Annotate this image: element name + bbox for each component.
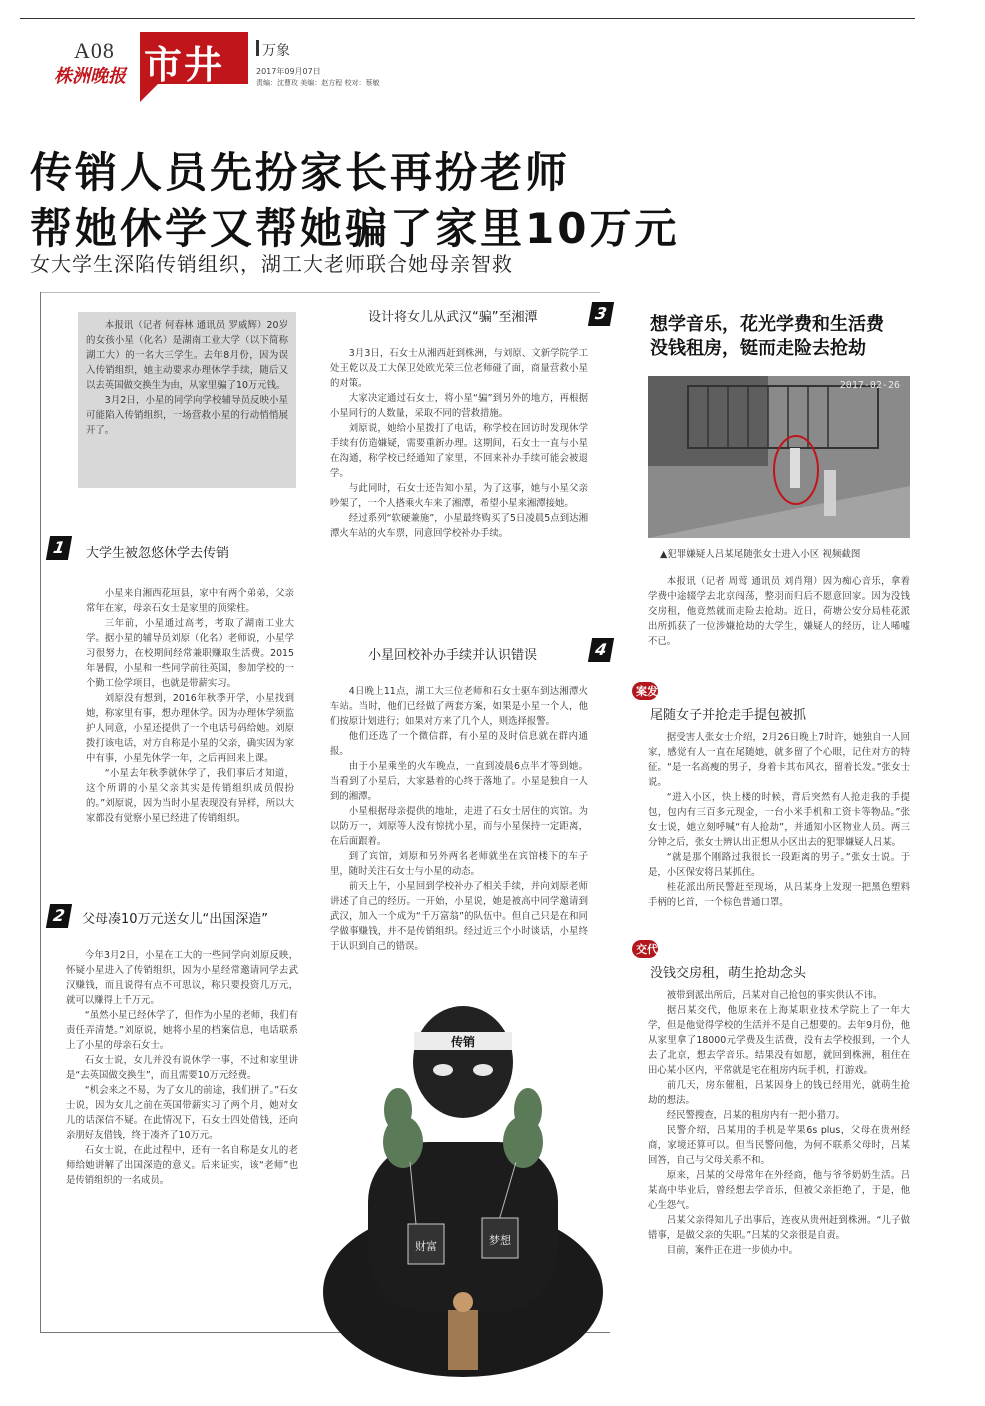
side-body-2 xyxy=(648,988,910,1258)
section-body-4 xyxy=(330,684,588,954)
body-paragraph: 与此同时，石女士还告知小星，为了这事，她与小星父亲吵架了，一个人搭乘火车来了湘潭，希望小星来湘潭接她。 xyxy=(330,483,588,509)
body-paragraph: 刘原说，她给小星拨打了电话，称学校在回访时发现休学手续有仿造嫌疑，需要重新办理。这期间，石女士一直与小星在沟通，称学校已经通知了家里，不回来补办手续可能会被退学。 xyxy=(330,423,588,479)
section-number-1: 1 xyxy=(46,536,72,560)
body-paragraph: “虽然小星已经休学了，但作为小星的老师，我们有责任弄清楚。”刘原说，她将小星的档案信息，电话联系上了小星的母亲石女士。 xyxy=(66,1010,298,1051)
top-rule xyxy=(20,18,915,19)
body-paragraph: 他们还选了一个微信群，有小星的及时信息就在群内通报。 xyxy=(330,731,588,757)
photo-timestamp: 2017-02-26 xyxy=(839,380,900,391)
body-paragraph: 吕某父亲得知儿子出事后，连夜从贵州赶到株洲。“儿子做错事，是做父亲的失职。”吕某的父亲很是自责。 xyxy=(648,1215,910,1241)
body-paragraph: 前天上午，小星回到学校补办了相关手续，并向刘原老师讲述了自己的经历。一开始，小星说，她是被高中同学邀请到武汉，加入一个成为“千万富翁”的队伍中。但自己只是在和同学做事赚钱，并不是传销组织。经过近三个小时谈话，小星终于认识到自己的错误。 xyxy=(330,881,588,952)
side-headline-line-2: 没钱租房，铤而走险去抢劫 xyxy=(650,338,866,359)
body-paragraph: 石女士说，在此过程中，还有一名自称是女儿的老师给她讲解了出国深造的意义。后来证实，该“老师”也是传销组织的一名成员。 xyxy=(66,1145,298,1186)
section-title-3: 设计将女儿从武汉“骗”至湘潭 xyxy=(368,310,538,325)
body-paragraph: “进入小区，快上楼的时候，背后突然有人抢走我的手提包，包内有三百多元现金，一台小米手机和工资卡等物品。”张女士说，她立刻呼喊“有人抢劫”，并通知小区物业人员。两三分钟之后，张女士辨认出正想从小区出去的犯罪嫌疑人吕某。 xyxy=(648,792,910,848)
right-eye xyxy=(473,1064,493,1076)
body-paragraph: 前几天，房东催租，吕某因身上的钱已经用光，就萌生抢劫的想法。 xyxy=(648,1080,910,1106)
suspect-figure xyxy=(790,448,800,488)
section-number-3: 3 xyxy=(588,302,614,326)
newspaper-name: 株洲晚报 xyxy=(54,66,126,87)
headband-text: 传销 xyxy=(450,1035,476,1049)
section-body-2 xyxy=(66,948,298,1188)
body-paragraph: 4日晚上11点，湖工大三位老师和石女士驱车到达湘潭火车站。当时，他们已经做了两套方案，如果是小星一个人，他们按原计划进行；如果对方来了几个人，则选择报警。 xyxy=(330,686,588,727)
side-lead xyxy=(648,574,910,649)
body-paragraph: 目前，案件正在进一步侦办中。 xyxy=(666,1245,799,1256)
cctv-screenshot xyxy=(648,376,910,538)
section-body-1 xyxy=(86,586,294,826)
side-body-1 xyxy=(648,730,910,910)
tag-label: 交代 xyxy=(636,943,658,956)
headline-subtitle: 女大学生深陷传销组织，湖工大老师联合她母亲智救 xyxy=(30,252,513,276)
lead-text xyxy=(86,318,288,438)
sub-section-name: 万象 xyxy=(262,43,290,59)
section-number-4: 4 xyxy=(588,638,614,662)
body-paragraph: 3月3日，石女士从湘西赶到株洲，与刘原、文新学院学工处王乾以及工大保卫处欧光荣三位老师碰了面，商量营救小星的对策。 xyxy=(330,348,588,389)
student-head xyxy=(453,1292,473,1312)
side-lead-paragraph: 本报讯（记者 周莺 通讯员 刘肖翔）因为痴心音乐，拿着学费中途辍学去北京闯荡，整羽而归后不愿意回家。因为没钱交房租，他竟然就而走险去抢劫。近日，荷塘公安分局桂花派出所抓获了一位涉嫌抢劫的大学生，嫌疑人的经历，让人唏嘘不已。 xyxy=(648,576,910,647)
headline-line-1: 传销人员先扮家长再扮老师 xyxy=(30,148,571,197)
body-paragraph: 经过系列“软硬兼施”，小星最终购买了5日凌晨5点到达湘潭火车站的火车票，同意回学校补办手续。 xyxy=(330,513,588,539)
body-paragraph: 经民警搜查，吕某的租房内有一把小猎刀。 xyxy=(666,1110,845,1121)
tag-label: 案发 xyxy=(636,685,658,698)
body-paragraph: “就是那个刚路过我很长一段距离的男子。”张女士说。于是，小区保安将吕某抓住。 xyxy=(648,852,910,878)
body-paragraph: 大家决定通过石女士，将小星“骗”到另外的地方，再根据小星同行的人数量，采取不同的营救措施。 xyxy=(330,393,588,419)
lead-paragraph: 3月2日，小星的同学向学校辅导员反映小星可能陷入传销组织，一场营救小星的行动悄悄展开了。 xyxy=(86,395,288,436)
section-number-2: 2 xyxy=(46,904,72,928)
section-name: 市井 xyxy=(144,42,225,87)
body-paragraph: 刘原没有想到，2016年秋季开学，小星找到她，称家里有事，想办理休学。因为办理休学须监护人同意，小星还提供了一个电话号码给她。刘原拨打该电话，对方自称是小星的父亲，确实因为家中有事，小星先休学一年，之后再回来上课。 xyxy=(86,693,294,764)
editor-credits: 责编：沈曹玫 美编：赵方程 校对：蔡敏 xyxy=(256,79,380,87)
right-hand xyxy=(503,1116,543,1168)
body-paragraph: 由于小星乘坐的火车晚点，一直到凌晨6点半才等到她。当看到了小星后，大家悬着的心终于落地了。小星是独自一人到的湘潭。 xyxy=(330,761,588,802)
lead-paragraph: 本报讯（记者 何春林 通讯员 罗威辉）20岁的女孩小星（化名）是湖南工业大学（以下简称湖工大）的一名大三学生。去年8月份，因为误入传销组织，她主动要求办理休学手续，随后又以去英国做交换生为由，从家里骗了10万元钱。 xyxy=(86,320,288,391)
side-headline-line-1: 想学音乐，花光学费和生活费 xyxy=(650,314,884,335)
article-frame-left xyxy=(40,292,41,1332)
body-paragraph: 到了宾馆，刘原和另外两名老师就坐在宾馆楼下的车子里，随时关注石女士与小星的动态。 xyxy=(330,851,588,877)
body-paragraph: “机会来之不易，为了女儿的前途，我们拼了。”石女士说，因为女儿之前在英国带薪实习了两个月，她对女儿的话深信不疑。在此情况下，石女士四处借钱，还向亲朋好友借钱，终于凑齐了10万元。 xyxy=(66,1085,298,1141)
left-hand xyxy=(383,1116,423,1168)
body-paragraph: 石女士说，女儿并没有说休学一事，不过和家里讲是“去英国做交换生”，而且需要10万元经费。 xyxy=(66,1055,298,1081)
photo-caption: ▲犯罪嫌疑人吕某尾随张女士进入小区 视频截图 xyxy=(660,549,861,560)
body-paragraph: 三年前，小星通过高考，考取了湖南工业大学。据小星的辅导员刘原（化名）老师说，小星学习很努力，在校期间经常兼职赚取生活费。2015年暑假，小星和一些同学前往英国，参加学校的一个勤工俭学项目，也就是带薪实习。 xyxy=(86,618,294,689)
sub-section-bar xyxy=(256,40,259,56)
tag-left-text: 财富 xyxy=(415,1240,437,1253)
pyramid-scheme-illustration xyxy=(318,992,608,1382)
side-subhead-1: 尾随女子并抢走手提包被抓 xyxy=(650,708,807,723)
body-paragraph: 小星来自湘西花垣县，家中有两个弟弟，父亲常年在家，母亲石女士是家里的顶梁柱。 xyxy=(86,588,294,614)
body-paragraph: 民警介绍，吕某用的手机是苹果6s plus，父母在贵州经商，家境还算可以。但当民警问他，为何不联系父母时，吕某回答，自己与父母关系不和。 xyxy=(648,1125,910,1166)
illustration-svg xyxy=(318,992,608,1382)
section-title-4: 小星回校补办手续并认识错误 xyxy=(368,648,538,663)
headline-line-2: 帮她休学又帮她骗了家里10万元 xyxy=(30,204,680,253)
body-paragraph: 被带到派出所后，吕某对自己抢包的事实供认不讳。 xyxy=(666,990,883,1001)
section-title-2: 父母凑10万元送女儿“出国深造” xyxy=(82,912,269,927)
figure-head xyxy=(413,1006,513,1118)
body-paragraph: 小星根据母亲提供的地址，走进了石女士居住的宾馆。为以防万一，刘原等人没有惊扰小星，而与小星保持一定距离，在后面跟着。 xyxy=(330,806,588,847)
article-frame-top xyxy=(40,292,600,293)
body-paragraph: “小星去年秋季就休学了，我们事后才知道，这个所谓的小星父亲其实是传销组织成员假扮的。”刘原说，因为当时小星表现没有异样，所以大家都没有觉察小星已经进了传销组织。 xyxy=(86,768,294,824)
student-figure xyxy=(448,1310,478,1370)
left-eye xyxy=(433,1064,453,1076)
section-body-3 xyxy=(330,346,588,541)
issue-date: 2017年09月07日 xyxy=(256,67,321,76)
body-paragraph: 据受害人张女士介绍，2月26日晚上7时许，她独自一人回家，感觉有人一直在尾随她，就多留了个心眼，记住对方的特征。“是一名高瘦的男子，身着卡其布风衣，留着长发。”张女士说。 xyxy=(648,732,910,788)
page-number: A08 xyxy=(74,38,115,63)
cctv-image xyxy=(648,376,910,538)
section-title-1: 大学生被忽悠休学去传销 xyxy=(86,546,230,561)
body-paragraph: 今年3月2日，小星在工大的一些同学向刘原反映，怀疑小星进入了传销组织，因为小星经常邀请同学去武汉赚钱，而且说得有点不可思议，称只要投资几万元，就可以赚得上千万元。 xyxy=(66,950,298,1006)
body-paragraph: 原来，吕某的父母常年在外经商，他与爷爷奶奶生活。吕某高中毕业后，曾经想去学音乐，但被父亲拒绝了，于是，他心生怨气。 xyxy=(648,1170,910,1211)
body-paragraph: 据吕某交代，他原来在上海某职业技术学院上了一年大学，但是他觉得学校的生活并不是自己想要的。去年9月份，他从家里拿了18000元学费及生活费，没有去学校报到，一个人去了北京，想去学音乐。结果没有如愿，就回到株洲，租住在田心某小区内，平常就是宅在租房内玩手机，打游戏。 xyxy=(648,1005,910,1076)
victim-figure xyxy=(824,470,836,516)
body-paragraph: 桂花派出所民警赶至现场，从吕某身上发现一把黑色塑料手柄的匕首，一个棕色普通口罩。 xyxy=(648,882,910,908)
tag-right-text: 梦想 xyxy=(489,1234,511,1247)
figure-torso xyxy=(368,1142,558,1312)
side-subhead-2: 没钱交房租，萌生抢劫念头 xyxy=(650,966,807,981)
